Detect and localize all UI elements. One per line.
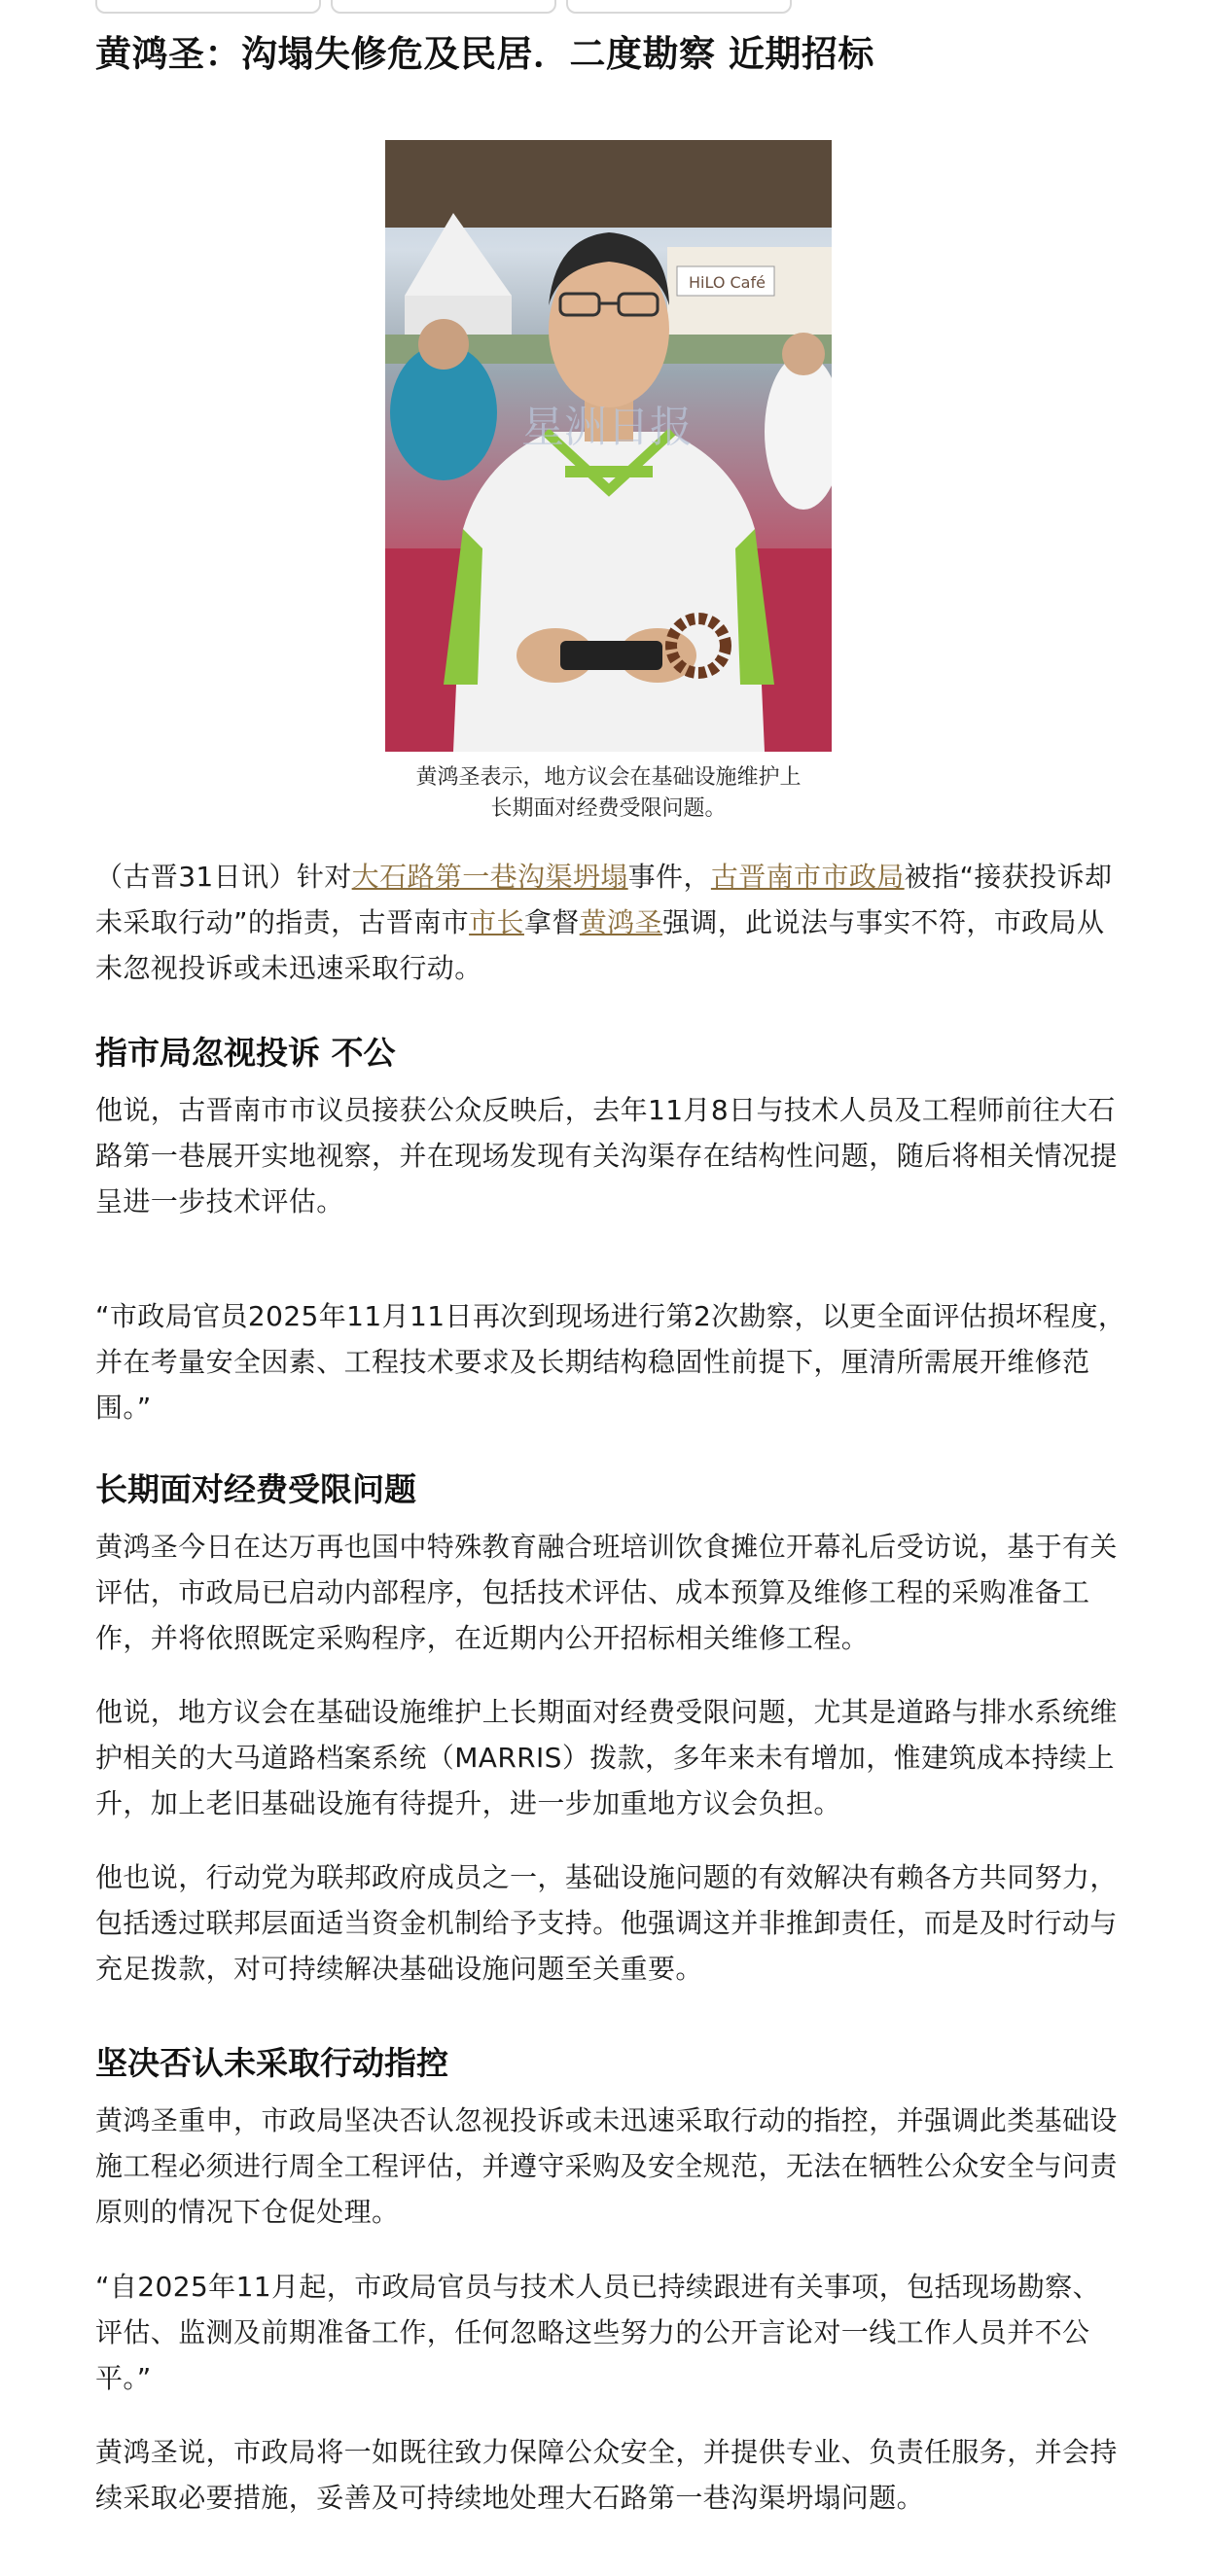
section-heading-3: 坚决否认未采取行动指控 — [95, 2044, 448, 2082]
section-2-paragraph-3: 他也说，行动党为联邦政府成员之一，基础设施问题的有效解决有赖各方共同努力，包括透过联邦层面适当资金机制给予支持。他强调这并非推卸责任，而是及时行动与充足拨款，对可持续解决基础设施问题至关重要。 — [95, 1861, 1118, 1985]
section-3-paragraph-2: “自2025年11月起，市政局官员与技术人员已持续跟进有关事项，包括现场勘察、评估、监测及前期准备工作，任何忽略这些努力的公开言论对一线工作人员并不公平。” — [95, 2271, 1100, 2394]
caption-line-1: 黄鸿圣表示，地方议会在基础设施维护上 — [415, 765, 802, 790]
link-council[interactable]: 古晋南市市政局 — [710, 861, 905, 893]
lead-paragraph — [95, 854, 1126, 991]
lead-text-3: 被指“接获投诉却未采取行动”的指责，古晋南市 — [95, 861, 1113, 938]
article-photo — [385, 140, 832, 752]
lead-text-5: 强调，此说法与事实不符，市政局从未忽视投诉或未迅速采取行动。 — [95, 906, 1105, 984]
section-heading-1: 指市局忽视投诉 不公 — [95, 1034, 396, 1072]
link-mayor[interactable]: 市长 — [469, 906, 524, 938]
tab-2[interactable] — [331, 0, 556, 14]
section-3-paragraph-1: 黄鸿圣重申，市政局坚决否认忽视投诉或未迅速采取行动的指控，并强调此类基础设施工程必须进行周全工程评估，并遵守采购及安全规范，无法在牺牲公众安全与问责原则的情况下仓促处理。 — [95, 2104, 1118, 2228]
photo-illustration — [385, 140, 832, 752]
link-drain-collapse[interactable]: 大石路第一巷沟渠坍塌 — [351, 861, 628, 893]
article-headline: 黄鸿圣：沟塌失修危及民居．二度勘察 近期招标 — [95, 33, 874, 75]
article-figure — [385, 140, 832, 821]
link-person[interactable]: 黄鸿圣 — [579, 906, 662, 938]
lead-text-1: （古晋31日讯）针对 — [95, 861, 352, 893]
cafe-sign-text: HiLO Café — [689, 273, 766, 292]
section-3-paragraph-3: 黄鸿圣说，市政局将一如既往致力保障公众安全，并提供专业、负责任服务，并会持续采取必要措施，妥善及可持续地处理大石路第一巷沟渠坍塌问题。 — [95, 2436, 1118, 2514]
tab-3[interactable] — [566, 0, 792, 14]
section-2-paragraph-1: 黄鸿圣今日在达万再也国中特殊教育融合班培训饮食摊位开幕礼后受访说，基于有关评估，市政局已启动内部程序，包括技术评估、成本预算及维修工程的采购准备工作，并将依照既定采购程序，在近期内公开招标相关维修工程。 — [95, 1531, 1118, 1654]
photo-watermark: 星洲日报 — [521, 403, 693, 452]
tab-1[interactable] — [95, 0, 321, 14]
caption-line-2: 长期面对经费受限问题。 — [490, 796, 727, 821]
photo-caption — [356, 762, 861, 825]
lead-text-2: 事件， — [627, 861, 711, 893]
section-heading-2: 长期面对经费受限问题 — [95, 1470, 416, 1508]
lead-text-4: 拿督 — [523, 906, 580, 938]
section-1-paragraph-1: 他说，古晋南市市议员接获公众反映后，去年11月8日与技术人员及工程师前往大石路第一巷展开实地视察，并在现场发现有关沟渠存在结构性问题，随后将相关情况提呈进一步技术评估。 — [95, 1094, 1118, 1217]
section-1-paragraph-2: “市政局官员2025年11月11日再次到现场进行第2次勘察，以更全面评估损坏程度，并在考量安全因素、工程技术要求及长期结构稳固性前提下，厘清所需展开维修范围。” — [95, 1300, 1126, 1424]
section-2-paragraph-2: 他说，地方议会在基础设施维护上长期面对经费受限问题，尤其是道路与排水系统维护相关的大马道路档案系统（MARRIS）拨款，多年来未有增加，惟建筑成本持续上升，加上老旧基础设施有待提升，进一步加重地方议会负担。 — [95, 1696, 1118, 1819]
